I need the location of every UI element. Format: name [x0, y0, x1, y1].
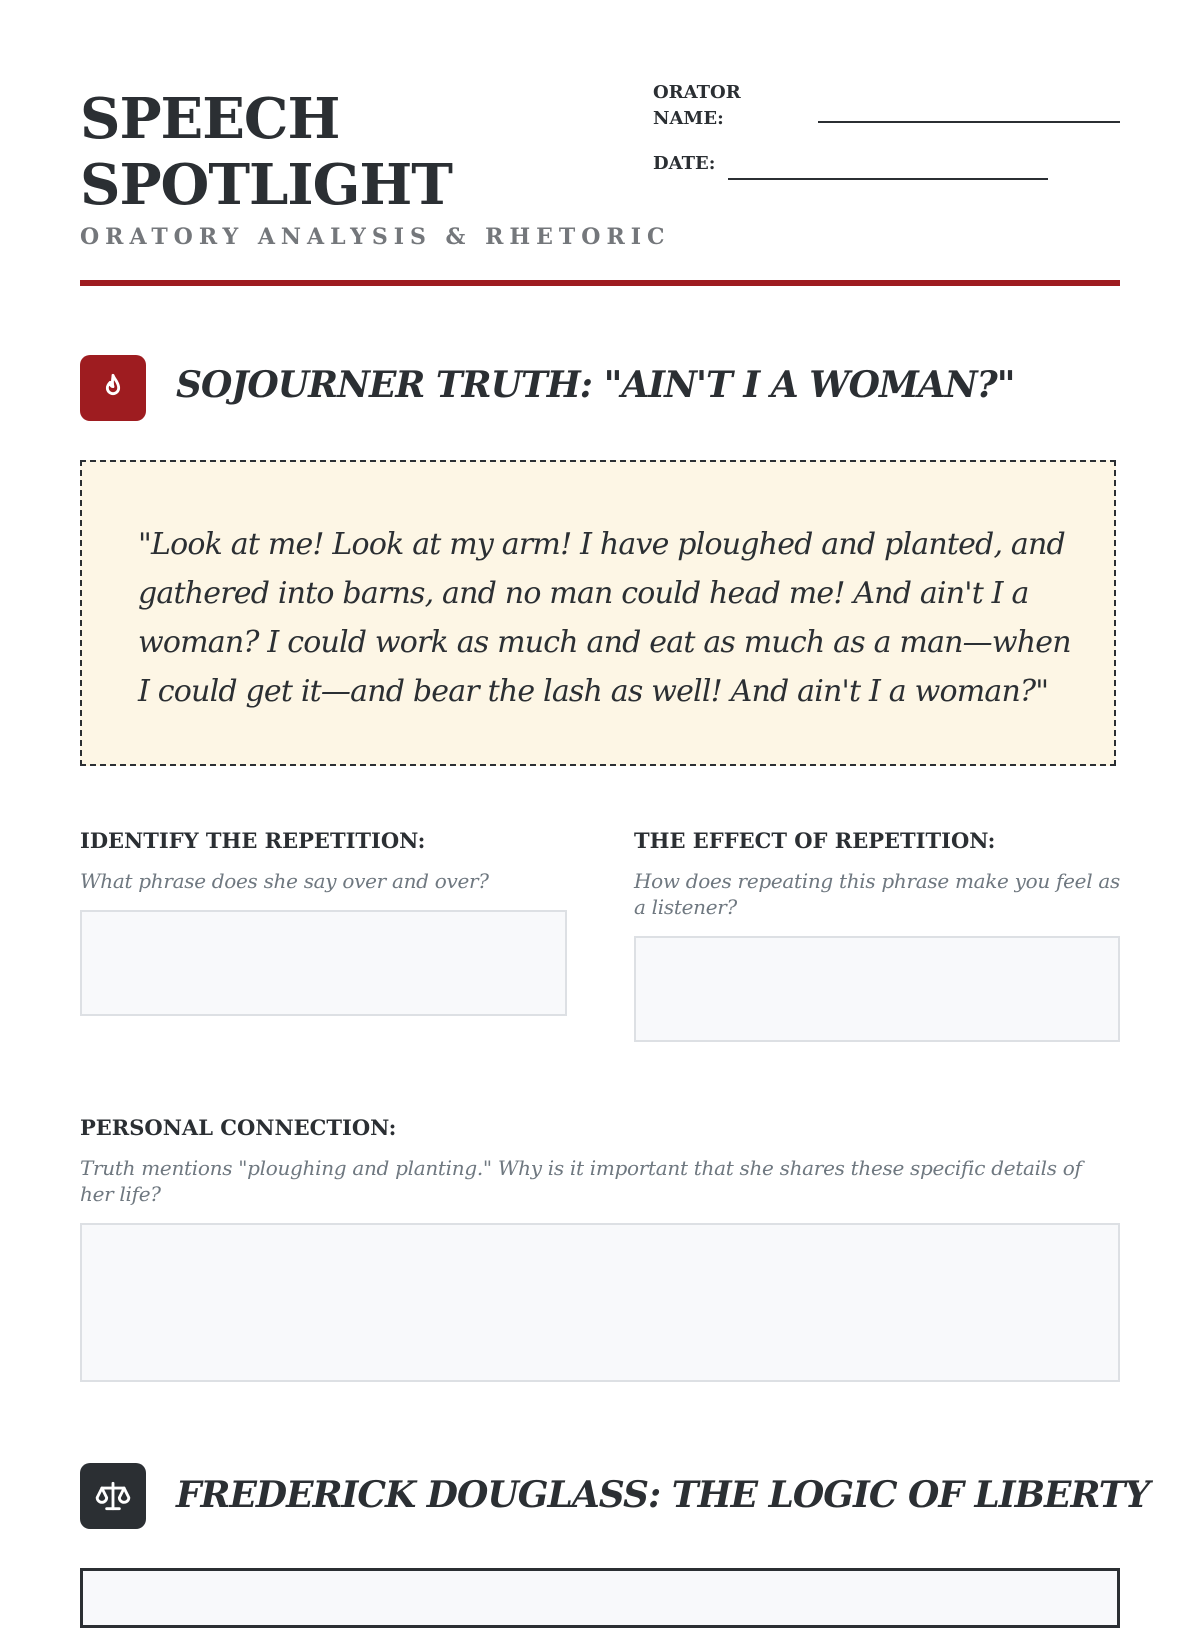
quote-text: "Look at me! Look at my arm! I have ploughed and planted, and gathered into barns, and no man could head me! And ain't I a woman? I could work as much and eat as much as a man—when I could get it—and bear the lash as well! And ain't I a woman?" [138, 527, 1071, 709]
header-divider [80, 280, 1120, 286]
question-label-repetition: IDENTIFY THE REPETITION: [80, 828, 426, 853]
answer-box-repetition[interactable] [80, 910, 567, 1016]
worksheet-page [80, 0, 1150, 1600]
date-label: DATE: [653, 153, 716, 174]
section-1-title: SOJOURNER TRUTH: "AIN'T I A WOMAN?" [176, 364, 1015, 406]
section-2-content-box [80, 1568, 1120, 1628]
title-line-2: SPOTLIGHT [80, 152, 452, 218]
scales-icon [80, 1463, 146, 1529]
question-label-personal-connection: PERSONAL CONNECTION: [80, 1115, 397, 1140]
date-field[interactable] [728, 178, 1048, 180]
orator-name-field[interactable] [818, 121, 1120, 123]
question-hint-effect: How does repeating this phrase make you feel as a listener? [634, 869, 1120, 919]
question-label-effect: THE EFFECT OF REPETITION: [634, 828, 996, 853]
question-hint-personal-connection: Truth mentions "ploughing and planting." Why is it important that she shares these specific details of her life? [80, 1156, 1082, 1206]
answer-box-personal-connection[interactable] [80, 1223, 1120, 1382]
section-2-title: FREDERICK DOUGLASS: THE LOGIC OF LIBERTY [176, 1474, 1150, 1516]
flame-icon [80, 355, 146, 421]
answer-box-effect[interactable] [634, 936, 1120, 1042]
orator-name-label: ORATOR NAME: [653, 82, 741, 129]
page-title [80, 86, 452, 218]
title-line-1: SPEECH [80, 86, 340, 152]
quote-box [80, 460, 1116, 766]
page-subtitle: ORATORY ANALYSIS & RHETORIC [80, 224, 671, 250]
question-hint-repetition: What phrase does she say over and over? [80, 869, 489, 893]
